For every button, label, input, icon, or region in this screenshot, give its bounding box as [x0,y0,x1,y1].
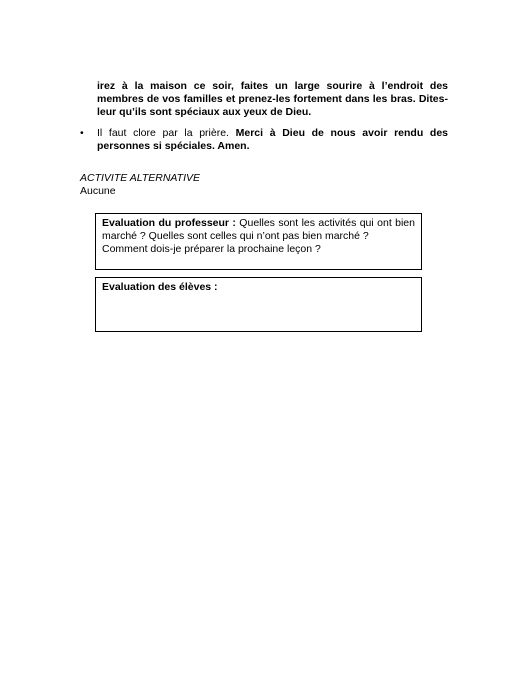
bullet-plain-text: Il faut clore par la prière. [97,127,236,139]
teacher-evaluation-question-next: Comment dois-je préparer la prochaine leçon ? [102,243,321,255]
bullet-text [97,127,448,153]
students-evaluation-box [95,277,422,332]
alternative-activity-body: Aucune [80,185,116,197]
bullet-icon: • [80,127,84,139]
teacher-evaluation-content [102,217,415,256]
students-evaluation-content [102,281,415,294]
students-evaluation-label: Evaluation des élèves : [102,281,218,293]
teacher-evaluation-questions: Quelles sont les activités qui ont bien marché ? Quelles sont celles qui n’ont pas bien marché ? [102,217,415,242]
teacher-evaluation-box [95,213,422,270]
bullet-bold-text: Merci à Dieu de nous avoir rendu des personnes si spéciales. Amen. [97,127,448,152]
teacher-evaluation-label: Evaluation du professeur : [102,217,236,229]
closing-paragraph [97,80,448,119]
bullet-item-prayer [80,127,448,153]
alternative-activity-heading: ACTIVITE ALTERNATIVE [80,172,200,184]
closing-paragraph-text: irez à la maison ce soir, faites un large sourire à l’endroit des membres de vos familles et prenez-les fortement dans les bras. Dites-leur qu’ils sont spéciaux aux yeux de Dieu. [97,80,448,118]
